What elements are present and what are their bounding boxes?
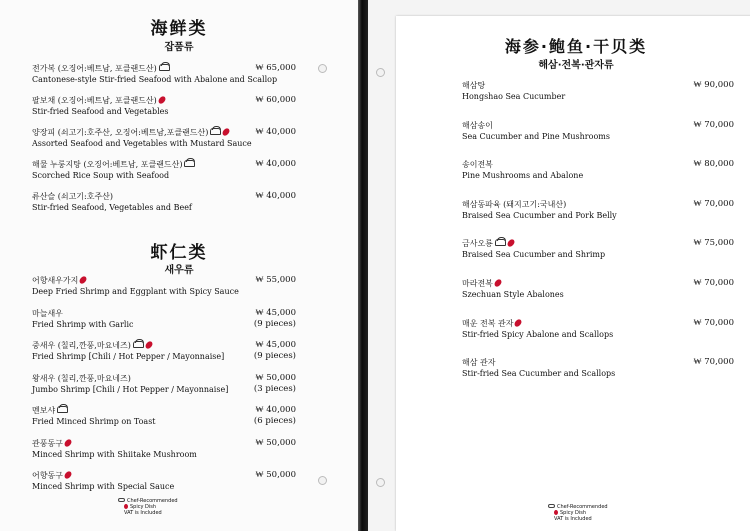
menu-item-english: Stir-fried Sea Cucumber and Scallops (462, 369, 616, 379)
shrimp-title-ko: 새우류 (164, 265, 194, 276)
portion-count: (3 pieces) (253, 383, 296, 394)
menu-item (32, 373, 228, 395)
menu-item-english: Szechuan Style Abalones (462, 290, 564, 299)
menu-item-english: Hongshao Sea Cucumber (462, 92, 566, 101)
legend-chef: Chef-Recommended (557, 504, 608, 510)
price-value: ₩ 90,000 (693, 80, 734, 90)
chili-pepper-icon (514, 318, 523, 328)
menu-sheet (396, 16, 750, 531)
legend (118, 498, 178, 516)
price-value: ₩ 40,000 (255, 159, 296, 169)
menu-item-name: 해삼탕 (462, 81, 486, 90)
menu-item-english: Assorted Seafood and Vegetables with Mustard Sauce (32, 139, 252, 148)
shrimp-title-cn: 虾仁类 (150, 243, 208, 263)
menu-page-right (368, 0, 750, 531)
legend-spicy: Spicy Dish (130, 504, 157, 510)
legend-spicy: Spicy Dish (560, 510, 587, 516)
menu-item-english: Jumbo Shrimp [Chili / Hot Pepper / Mayonnaise] (32, 384, 229, 394)
portion-count: (6 pieces) (253, 416, 296, 426)
chili-pepper-icon (64, 470, 73, 480)
spicy-icon (124, 504, 128, 509)
menu-item-price (694, 199, 734, 210)
menu-item-price (256, 191, 296, 202)
price-value: ₩ 60,000 (255, 95, 296, 105)
menu-item (32, 159, 195, 181)
menu-item-name: 중새우 (칠리,깐풍,마요네즈) (32, 341, 131, 350)
chef-recommended-icon (184, 160, 195, 167)
portion-count: (9 pieces) (253, 351, 296, 361)
price-value: ₩ 45,000 (255, 340, 296, 350)
price-value: ₩ 70,000 (693, 357, 734, 368)
binder-hole (376, 68, 385, 77)
menu-item-english: Braised Sea Cucumber and Shrimp (462, 250, 606, 260)
menu-item (462, 357, 615, 379)
book-spine (358, 0, 368, 531)
menu-item-price (694, 357, 734, 368)
menu-page-left (0, 0, 358, 531)
menu-item-price (694, 318, 734, 329)
menu-item (462, 120, 610, 142)
menu-item-name: 송이전복 (462, 160, 493, 170)
seafood-premium-title-cn: 海参·鲍鱼·干贝类 (504, 37, 648, 56)
menu-item-name: 해물 누룽지탕 (오징어:베트남, 포클랜드산) (32, 160, 183, 169)
menu-item-price (254, 340, 296, 362)
menu-item (32, 308, 134, 330)
price-value: ₩ 70,000 (693, 119, 734, 130)
menu-item-english: Fried Minced Shrimp on Toast (32, 417, 156, 426)
menu-item-english: Sea Cucumber and Pine Mushrooms (462, 131, 610, 141)
menu-item-english: Minced Shrimp with Shiitake Mushroom (32, 449, 197, 459)
chef-recommended-icon (495, 239, 506, 246)
menu-item (32, 191, 192, 213)
menu-item-price (254, 373, 296, 395)
chef-recommended-icon (548, 504, 555, 508)
price-value: ₩ 50,000 (255, 470, 296, 480)
menu-item-name: 팔보채 (오징어:베트남, 포클랜드산) (32, 96, 157, 105)
seafood-title-cn: 海鲜类 (150, 19, 208, 39)
menu-item-english: Fried Shrimp [Chili / Hot Pepper / Mayonnaise] (32, 352, 225, 361)
chef-recommended-icon (133, 341, 144, 348)
menu-item-price (256, 438, 296, 449)
menu-item (462, 278, 564, 300)
chef-recommended-icon (57, 406, 68, 413)
chili-pepper-icon (157, 95, 166, 105)
menu-item (32, 275, 239, 297)
binder-hole (318, 476, 327, 485)
menu-item-name: 멘보샤 (32, 406, 56, 415)
menu-item (32, 438, 197, 460)
menu-item-price (256, 470, 296, 481)
price-value: ₩ 40,000 (255, 191, 296, 201)
menu-item-price (256, 127, 296, 138)
menu-item-name: 양장피 (쇠고기:호주산, 오징어:베트남,포클랜드산) (32, 128, 209, 137)
menu-item-price (694, 278, 734, 289)
menu-item-price (694, 120, 734, 131)
spicy-icon (554, 510, 558, 515)
menu-item-price (256, 275, 296, 286)
menu-item-name: 마늘새우 (32, 308, 63, 318)
menu-item-price (694, 238, 734, 249)
menu-item-english: Minced Shrimp with Special Sauce (32, 482, 175, 491)
menu-item-name: 류산슬 (쇠고기:호주산) (32, 192, 114, 201)
price-value: ₩ 70,000 (693, 198, 734, 209)
legend (548, 504, 608, 522)
menu-item-price (256, 159, 296, 170)
legend-vat: VAT is Included (554, 516, 592, 522)
menu-item (32, 340, 224, 362)
menu-item (32, 95, 169, 117)
menu-item-name: 어향동구 (32, 471, 63, 480)
chili-pepper-icon (494, 278, 503, 288)
binder-hole (318, 64, 327, 73)
menu-item (462, 159, 583, 181)
menu-item-name: 매운 전복 관자 (462, 318, 514, 328)
menu-item-english: Scorched Rice Soup with Seafood (32, 171, 170, 180)
binder-hole (376, 478, 385, 487)
price-value: ₩ 50,000 (255, 372, 296, 383)
menu-item-english: Fried Shrimp with Garlic (32, 319, 134, 329)
price-value: ₩ 65,000 (255, 63, 296, 73)
menu-item-name: 전가복 (오징어:베트남, 포클랜드산) (32, 64, 157, 73)
menu-item (32, 405, 156, 427)
price-value: ₩ 70,000 (693, 278, 734, 288)
seafood-title-ko: 잡품류 (164, 42, 194, 53)
menu-item-price (256, 95, 296, 106)
menu-item (462, 238, 605, 260)
seafood-premium-title-ko: 해삼·전복·관자류 (538, 60, 614, 71)
chef-recommended-icon (159, 64, 170, 71)
menu-item (462, 199, 617, 221)
menu-item-name: 마라전복 (462, 279, 493, 288)
chef-recommended-icon (210, 128, 221, 135)
menu-item-name: 관풍동구 (32, 438, 63, 448)
legend-vat: VAT is Included (124, 510, 162, 516)
chili-pepper-icon (79, 275, 88, 285)
menu-item (32, 127, 252, 149)
portion-count: (9 pieces) (253, 318, 296, 329)
menu-item-name: 왕새우 (칠리,깐풍,마요네즈) (32, 373, 131, 383)
menu-item (462, 80, 565, 102)
menu-item-name: 해삼동파육 (돼지고기:국내산) (462, 199, 567, 209)
chili-pepper-icon (222, 127, 231, 137)
menu-item-name: 해삼송이 (462, 120, 493, 130)
menu-item (32, 63, 277, 85)
menu-item-price (254, 308, 296, 330)
price-value: ₩ 70,000 (693, 317, 734, 328)
chili-pepper-icon (507, 238, 516, 248)
price-value: ₩ 40,000 (255, 127, 296, 137)
menu-item-name: 어향새우가지 (32, 276, 79, 285)
menu-item-name: 해삼 관자 (462, 358, 496, 368)
menu-item-price (256, 63, 296, 74)
menu-item-english: Braised Sea Cucumber and Pork Belly (462, 210, 617, 220)
menu-item-english: Deep Fried Shrimp and Eggplant with Spicy Sauce (32, 287, 239, 296)
price-value: ₩ 50,000 (255, 437, 296, 448)
menu-item (462, 318, 613, 340)
menu-item-name: 금사오룡 (462, 239, 493, 249)
price-value: ₩ 55,000 (255, 275, 296, 285)
chili-pepper-icon (144, 340, 153, 350)
chili-pepper-icon (64, 438, 73, 448)
menu-item-english: Stir-fried Seafood, Vegetables and Beef (32, 203, 192, 212)
menu-item-english: Cantonese-style Stir-fried Seafood with Abalone and Scallop (32, 75, 278, 84)
price-value: ₩ 80,000 (693, 159, 734, 170)
menu-item-price (694, 159, 734, 170)
menu-item-price (694, 80, 734, 91)
menu-item-price (254, 405, 296, 427)
price-value: ₩ 45,000 (255, 307, 296, 318)
legend-chef: Chef-Recommended (127, 498, 178, 504)
menu-item-english: Stir-fried Seafood and Vegetables (32, 107, 169, 116)
price-value: ₩ 40,000 (255, 405, 296, 415)
price-value: ₩ 75,000 (693, 238, 734, 249)
menu-item-english: Pine Mushrooms and Abalone (462, 171, 584, 181)
chef-recommended-icon (118, 498, 125, 502)
menu-item-english: Stir-fried Spicy Abalone and Scallops (462, 329, 614, 339)
menu-item (32, 470, 174, 492)
